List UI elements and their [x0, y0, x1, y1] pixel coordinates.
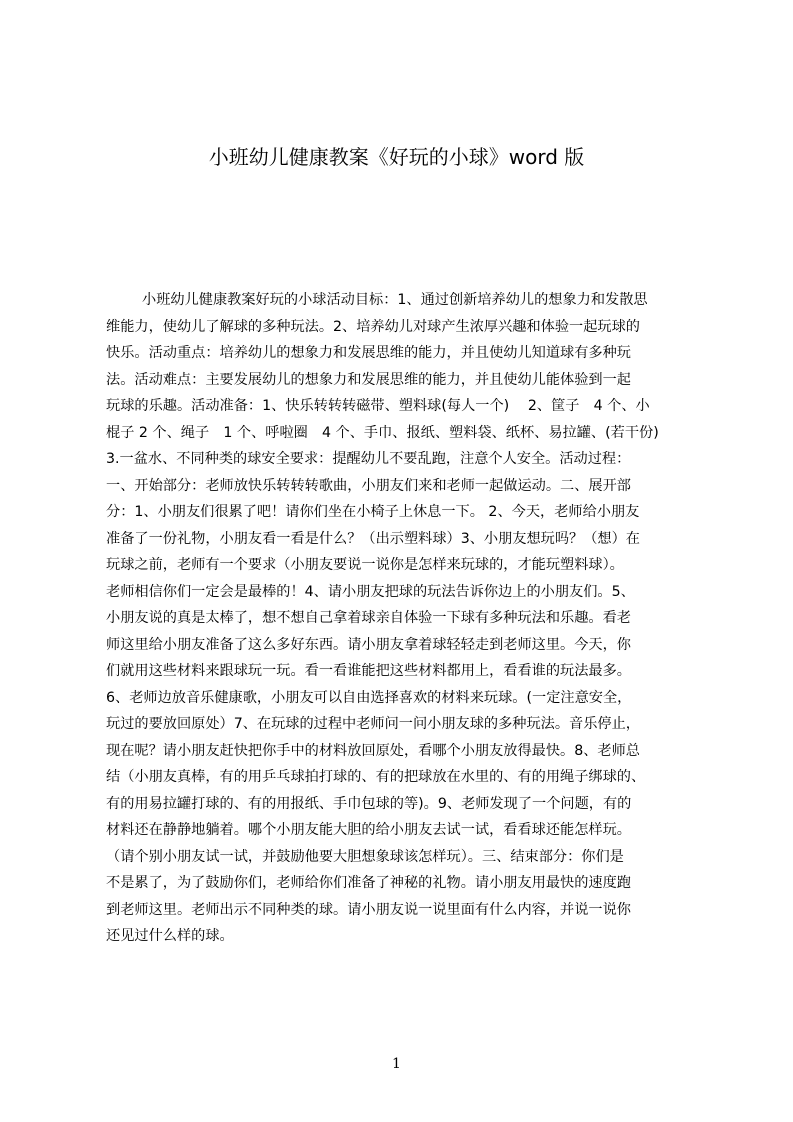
text-line: 不是累了，为了鼓励你们，老师给你们准备了神秘的礼物。请小朋友用最快的速度跑 [106, 875, 631, 891]
text-line: 老师相信你们一定会是最棒的！4、请小朋友把球的玩法告诉你边上的小朋友们。5、 [106, 583, 635, 600]
text-line: 一、开始部分：老师放快乐转转转歌曲，小朋友们来和老师一起做运动。二、展开部 [106, 477, 631, 494]
text-line: 有的用易拉罐打球的、有的用报纸、手巾包球的等)。9、老师发现了一个问题，有的 [106, 795, 632, 812]
text-line: 棍子 2 个、绳子 1 个、呼啦圈 4 个、手巾、报纸、塑料袋、纸杯、易拉罐、(若干份) [106, 424, 659, 441]
text-line: 维能力，使幼儿了解球的多种玩法。2、培养幼儿对球产生浓厚兴趣和体验一起玩球的 [106, 318, 640, 335]
text-line: 法。活动难点：主要发展幼儿的想象力和发展思维的能力，并且使幼儿能体验到一起 [106, 371, 631, 388]
text-line: 现在呢？请小朋友赶快把你手中的材料放回原处，看哪个小朋友放得最快。8、老师总 [106, 742, 640, 759]
text-line: 分：1、小朋友们很累了吧！请你们坐在小椅子上休息一下。 2、今天，老师给小朋友 [106, 504, 640, 520]
body-text [106, 287, 702, 950]
page-title: 小班幼儿健康教案《好玩的小球》word 版 [208, 145, 585, 169]
text-line: 6、老师边放音乐健康歌，小朋友可以自由选择喜欢的材料来玩球。(一定注意安全， [106, 689, 632, 706]
text-line: 小朋友说的真是太棒了，想不想自己拿着球亲自体验一下球有多种玩法和乐趣。看老 [106, 610, 631, 626]
text-line: 到老师这里。老师出示不同种类的球。请小朋友说一说里面有什么内容，并说一说你 [106, 901, 631, 918]
text-line: 快乐。活动重点：培养幼儿的想象力和发展思维的能力，并且使幼儿知道球有多种玩 [106, 345, 631, 361]
text-line: （请个别小朋友试一试，并鼓励他要大胆想象球该怎样玩）。三、结束部分：你们是 [106, 848, 624, 865]
text-line: 玩球的乐趣。活动准备：1、快乐转转转磁带、塑料球(每人一个) 2、筐子 4 个、小 [106, 398, 650, 414]
text-line: 材料还在静静地躺着。哪个小朋友能大胆的给小朋友去试一试，看看球还能怎样玩。 [106, 822, 631, 838]
text-line: 3.一盆水、不同种类的球安全要求：提醒幼儿不要乱跑，注意个人安全。活动过程： [106, 451, 631, 467]
text-line: 师这里给小朋友准备了这么多好东西。请小朋友拿着球轻轻走到老师这里。今天，你 [106, 636, 631, 653]
text-line: 玩过的要放回原处）7、在玩球的过程中老师问一问小朋友球的多种玩法。音乐停止， [106, 716, 640, 732]
text-line: 们就用这些材料来跟球玩一玩。看一看谁能把这些材料都用上，看看谁的玩法最多。 [106, 663, 631, 679]
text-line: 还见过什么样的球。 [106, 928, 234, 944]
text-line: 结（小朋友真棒，有的用乒乓球拍打球的、有的把球放在水里的、有的用绳子绑球的、 [106, 769, 646, 785]
page-number: 1 [392, 1056, 401, 1072]
text-line: 玩球之前，老师有一个要求（小朋友要说一说你是怎样来玩球的，才能玩塑料球）。 [106, 557, 624, 573]
text-line: 小班幼儿健康教案好玩的小球活动目标：1、通过创新培养幼儿的想象力和发散思 [142, 292, 648, 308]
text-line: 准备了一份礼物，小朋友看一看是什么？（出示塑料球）3、小朋友想玩吗？（想）在 [106, 530, 640, 547]
